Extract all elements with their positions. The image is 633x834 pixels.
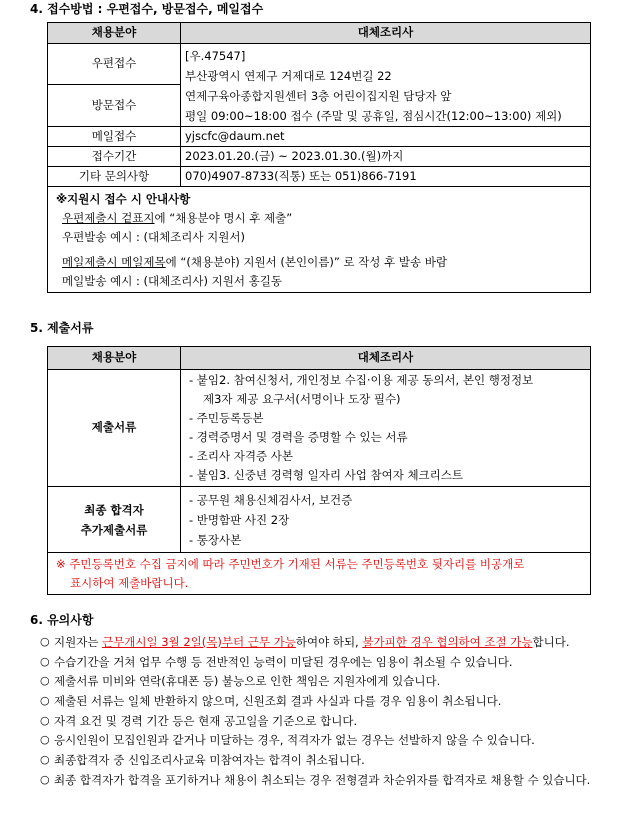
notice-item <box>40 693 592 710</box>
email-label: 메일접수 <box>48 127 181 147</box>
final-docs-item: - 공무원 채용신체검사서, 보건증 <box>189 492 353 507</box>
address-line: 평일 09:00~18:00 접수 (주말 및 공휴일, 점심시간(12:00~13:00) 제외) <box>185 109 562 123</box>
guide-title: ※지원시 접수 시 안내사항 <box>56 192 191 206</box>
section-4-title: 4. 접수방법 : 우편접수, 방문접수, 메일접수 <box>30 2 264 16</box>
final-label-line: 최종 합격자 <box>84 502 144 517</box>
notice-text <box>54 634 592 651</box>
header-position: 대체조리사 <box>181 347 591 370</box>
notice-item <box>40 673 592 690</box>
notice-highlight: 근무개시일 3월 2일(목)부터 근무 가능 <box>102 635 296 649</box>
section-6-title: 6. 유의사항 <box>30 613 94 627</box>
bullet-icon: ○ <box>40 733 50 747</box>
guide-underlined: 우편제출시 겉표지 <box>62 211 155 225</box>
notice-item <box>40 634 592 651</box>
notice-text: 응시인원이 모집인원과 같거나 미달하는 경우, 적격자가 없는 경우는 선발하지 않을 수 있습니다. <box>54 733 535 748</box>
bullet-icon: ○ <box>40 694 50 708</box>
notice-item <box>40 752 592 769</box>
address-line: 부산광역시 연제구 거제대로 124번길 22 <box>185 69 392 83</box>
email-value: yjscfc@daum.net <box>181 127 591 147</box>
submission-method-table <box>47 22 591 293</box>
visit-label: 방문접수 <box>48 85 181 127</box>
docs-item: - 주민등록등본 <box>189 411 264 425</box>
period-label: 접수기간 <box>48 147 181 167</box>
notice-text-part: 하여야 하되, <box>295 635 363 649</box>
notice-text: 제출된 서류는 일체 반환하지 않으며, 신원조회 결과 사실과 다를 경우 임용이 취소됩니다. <box>54 694 502 709</box>
contact-value: 070)4907-8733(직통) 또는 051)866-7191 <box>181 167 591 187</box>
notice-list <box>40 634 592 791</box>
notice-text-part: 합니다. <box>532 635 570 649</box>
bullet-icon: ○ <box>40 772 50 786</box>
notice-text-part: 지원자는 <box>54 635 103 649</box>
bullet-icon: ○ <box>40 753 50 767</box>
docs-item: 제3자 제공 요구서(서명이나 도장 필수) <box>203 392 401 406</box>
bullet-icon: ○ <box>40 713 50 727</box>
guide-underlined: 메일제출시 메일제목 <box>62 255 166 269</box>
contact-label: 기타 문의사항 <box>48 167 181 187</box>
guide-line-3 <box>56 253 590 272</box>
guide-line-4: 메일발송 예시 : (대체조리사) 지원서 홍길동 <box>62 274 282 288</box>
guide-line-1 <box>56 209 590 228</box>
period-value: 2023.01.20.(금) ~ 2023.01.30.(월)까지 <box>181 147 591 167</box>
bullet-icon: ○ <box>40 674 50 688</box>
postal-label: 우편접수 <box>48 44 181 85</box>
notice-item <box>40 772 592 789</box>
notice-item <box>40 654 592 671</box>
docs-label: 제출서류 <box>48 370 181 487</box>
warning-cell <box>48 553 591 595</box>
notice-item <box>40 732 592 749</box>
notice-text: 수습기간을 거쳐 업무 수행 등 전반적인 능력이 미달된 경우에는 임용이 취소될 수 있습니다. <box>54 654 513 669</box>
final-docs-item: - 반명함판 사진 2장 <box>189 512 290 527</box>
notice-text: 최종합격자 중 신입조리사교육 미참여자는 합격이 취소됩니다. <box>54 753 365 768</box>
guide-line-2: 우편발송 예시 : (대체조리사 지원서) <box>62 230 245 244</box>
final-docs-label <box>48 487 181 553</box>
docs-item: - 경력증명서 및 경력을 증명할 수 있는 서류 <box>189 430 408 444</box>
guide-text: 에 “채용분야 명시 후 제출” <box>154 211 293 225</box>
docs-item: - 조리사 자격증 사본 <box>189 449 293 463</box>
final-docs-item: - 통장사본 <box>189 532 242 547</box>
header-field: 채용분야 <box>48 347 181 370</box>
warning-line: 표시하여 제출바랍니다. <box>70 575 189 590</box>
docs-item: - 붙임2. 참여신청서, 개인정보 수집·이용 제공 동의서, 본인 행정정보 <box>189 373 534 387</box>
address-cell <box>181 44 591 127</box>
header-position: 대체조리사 <box>181 23 591 44</box>
final-label-line: 추가제출서류 <box>80 522 148 537</box>
warning-line: ※ 주민등록번호 수집 금지에 따라 주민번호가 기재된 서류는 주민등록번호 뒷자리를 비공개로 <box>56 556 525 571</box>
notice-highlight: 불가피한 경우 협의하여 조절 가능 <box>362 635 533 649</box>
guide-cell <box>48 187 591 293</box>
bullet-icon: ○ <box>40 635 50 648</box>
notice-text: 제출서류 미비와 연락(휴대폰 등) 불능으로 인한 책임은 지원자에게 있습니다. <box>54 674 441 689</box>
section-5-title: 5. 제출서류 <box>30 321 94 335</box>
address-line: 연제구육아종합지원센터 3층 어린이집지원 담당자 앞 <box>185 89 452 103</box>
docs-list <box>181 370 591 487</box>
header-field: 채용분야 <box>48 23 181 44</box>
notice-text: 자격 요건 및 경력 기간 등은 현재 공고일을 기준으로 합니다. <box>54 713 358 728</box>
final-docs-list <box>181 487 591 553</box>
documents-table <box>47 346 591 595</box>
notice-item <box>40 713 592 730</box>
notice-text: 최종 합격자가 합격을 포기하거나 채용이 취소되는 경우 전형결과 차순위자를 합격자로 채용할 수 있습니다. <box>54 772 591 787</box>
address-line: [우.47547] <box>185 49 246 63</box>
guide-text: 에 “(채용분야) 지원서 (본인이름)” 로 작성 후 발송 바람 <box>165 255 447 269</box>
docs-item: - 붙임3. 신중년 경력형 일자리 사업 참여자 체크리스트 <box>189 468 463 482</box>
bullet-icon: ○ <box>40 654 50 668</box>
